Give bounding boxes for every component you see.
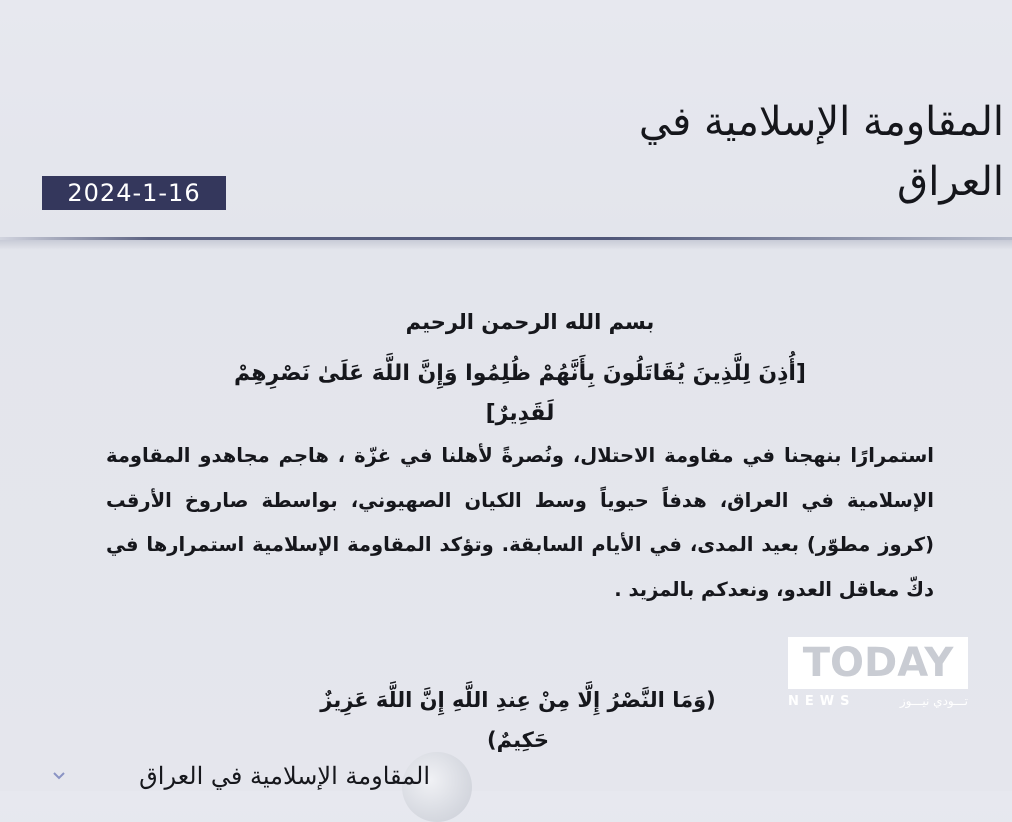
basmala: بسم الله الرحمن الرحيم <box>405 310 655 334</box>
watermark-box <box>788 637 968 689</box>
statement-body: استمرارًا بنهجنا في مقاومة الاحتلال، ونُصرةً لأهلنا في غزّة ، هاجم مجاهدو المقاومة الإسلامية في العراق، هدفاً حيوياً وسط الكيان الصهيوني، بواسطة صاروخ الأرقب (كروز مطوّر) بعيد المدى، في الأيام السابقة. وتؤكد المقاومة الإسلامية استمرارها في دكّ معاقل العدو، ونعدكم بالمزيد . <box>106 444 934 601</box>
date-badge: 2024-1-16 <box>42 176 226 210</box>
opening-verse: [أُذِنَ لِلَّذِينَ يُقَاتَلُونَ بِأَنَّهُمْ ظُلِمُوا وَإِنَّ اللَّهَ عَلَىٰ نَصْرِهِمْ لَقَدِيرٌ] <box>234 361 806 426</box>
header-divider-shadow <box>0 240 1012 250</box>
chevron-down-icon <box>52 768 66 782</box>
signature: المقاومة الإسلامية في العراق <box>139 762 430 790</box>
watermark-brand: TODAY <box>802 640 954 686</box>
watermark-news-arabic: تـــودي نيـــوز <box>899 694 968 708</box>
organization-header: المقاومة الإسلامية في العراق <box>638 99 1004 205</box>
today-news-watermark <box>788 637 968 711</box>
watermark-news-latin: NEWS <box>788 693 856 709</box>
closing-verse: (وَمَا النَّصْرُ إِلَّا مِنْ عِندِ اللَّهِ إِنَّ اللَّهَ عَزِيزٌ حَكِيمٌ) <box>320 688 716 752</box>
watermark-subline <box>788 692 968 710</box>
